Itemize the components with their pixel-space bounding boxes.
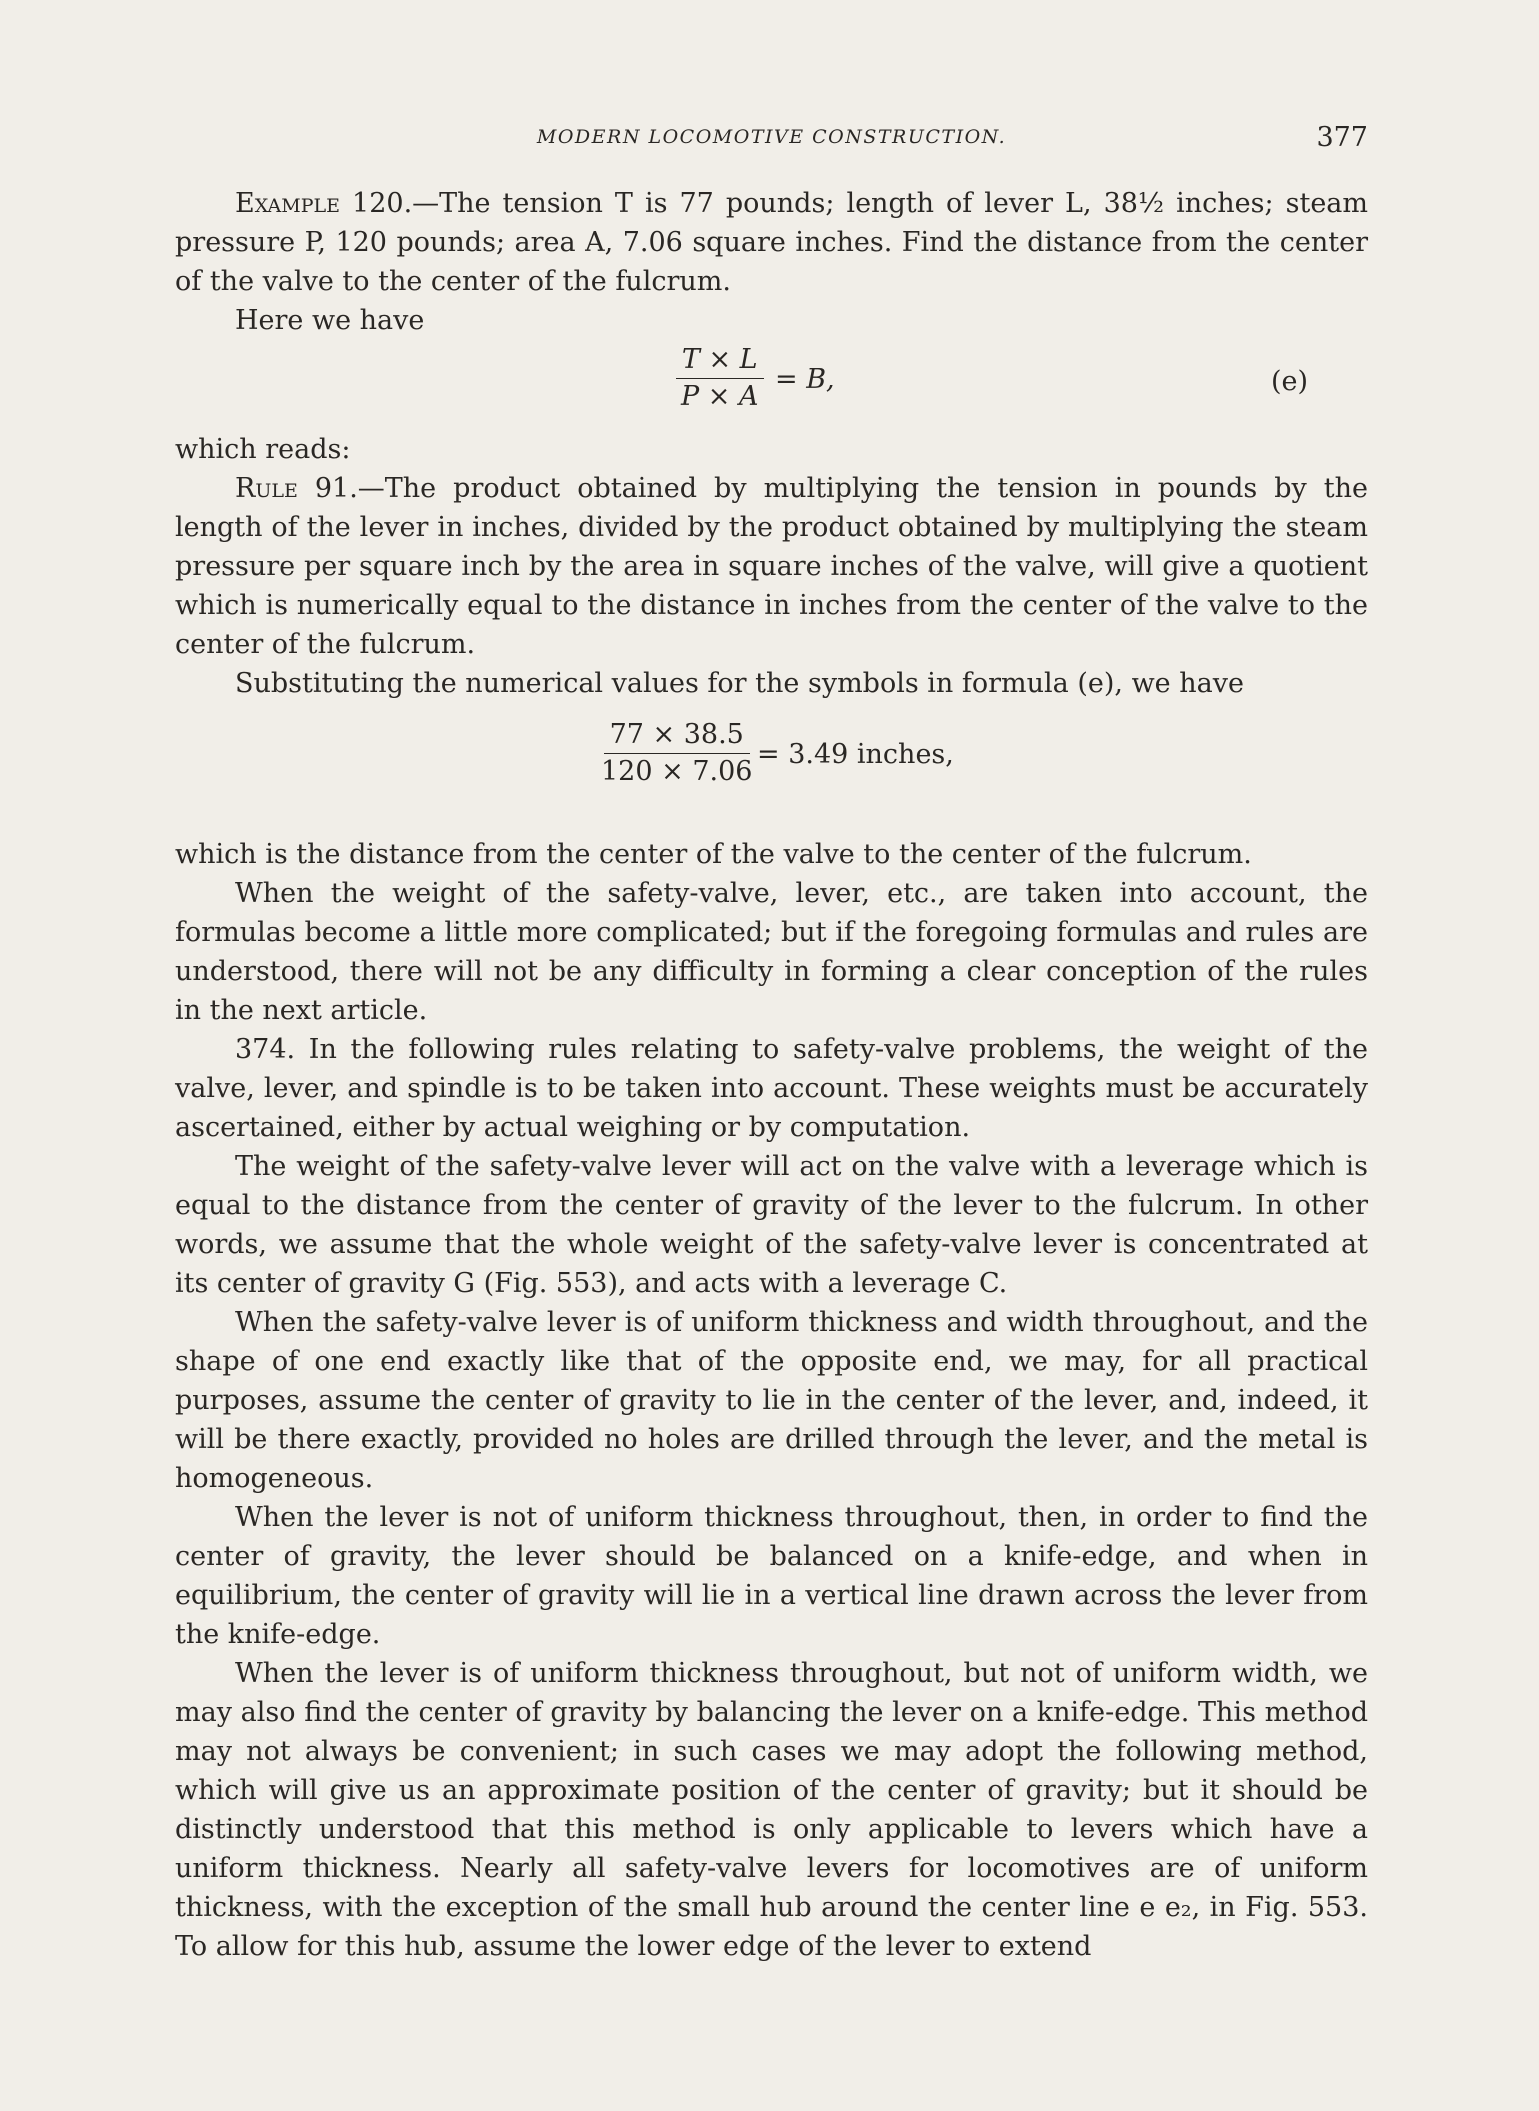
formula-numeric-rhs: = 3.49 inches, bbox=[757, 739, 954, 770]
formula-numeric-denominator: 120 × 7.06 bbox=[601, 756, 753, 787]
example-label: Example bbox=[235, 188, 341, 219]
example-120-paragraph bbox=[175, 184, 1368, 301]
formula-e-label: (e) bbox=[1270, 366, 1308, 397]
formula-numeric bbox=[175, 717, 1368, 817]
paragraph: When the safety-valve lever is of uniform thickness and width throughout, and the shape of one end exactly like that of the opposite end, we may, for all practical purposes, assume the center of gravity to lie in the center of the lever, and, indeed, it will be there exactly, provided no holes are drilled through the lever, and the metal is homogeneous. bbox=[175, 1307, 1368, 1494]
page-number: 377 bbox=[1316, 122, 1368, 153]
formula-e-numerator: T × L bbox=[676, 342, 764, 379]
formula-e-fraction bbox=[675, 342, 764, 415]
example-text: 120.—The tension T is 77 pounds; length of lever L, 38½ inches; steam pressure P, 120 pounds; area A, 7.06 square inches. Find the distance from the center of the valve to the center of the fulcrum. bbox=[175, 188, 1368, 297]
rule-text: 91.—The product obtained by multiplying the tension in pounds by the length of the lever in inches, divided by the product obtained by multiplying the steam pressure per square inch by the area in square inches of the valve, will give a quotient which is numerically equal to the distance in inches from the center of the valve to the center of the fulcrum. bbox=[175, 473, 1368, 660]
substituting-line: Substituting the numerical values for the symbols in formula (e), we have bbox=[235, 668, 1244, 699]
paragraph: 374. In the following rules relating to safety-valve problems, the weight of the valve, lever, and spindle is to be taken into account. These weights must be accurately ascertained, either by actual weighing or by computation. bbox=[175, 1034, 1368, 1143]
formula-e-rhs: = B, bbox=[775, 364, 835, 395]
paragraph: When the lever is not of uniform thickness throughout, then, in order to find the center of gravity, the lever should be balanced on a knife-edge, and when in equilibrium, the center of gravity will lie in a vertical line drawn across the lever from the knife-edge. bbox=[175, 1502, 1368, 1650]
page-body bbox=[175, 184, 1368, 1966]
paragraph: which is the distance from the center of the valve to the center of the fulcrum. bbox=[175, 839, 1252, 870]
formula-e bbox=[175, 342, 1368, 426]
which-reads-line: which reads: bbox=[175, 434, 351, 465]
paragraph: The weight of the safety-valve lever will act on the valve with a leverage which is equal to the distance from the center of gravity of the lever to the fulcrum. In other words, we assume that the whole weight of the safety-valve lever is concentrated at its center of gravity G (Fig. 553), and acts with a leverage C. bbox=[175, 1151, 1368, 1299]
page-header bbox=[175, 122, 1368, 162]
paragraph: When the lever is of uniform thickness throughout, but not of uniform width, we may also find the center of gravity by balancing the lever on a knife-edge. This method may not always be convenient; in such cases we may adopt the following method, which will give us an approximate position of the center of gravity; but it should be distinctly understood that this method is only applicable to levers which have a uniform thickness. Nearly all safety-valve levers for locomotives are of uniform thickness, with the exception of the small hub around the center line e e₂, in Fig. 553. To allow for this hub, assume the lower edge of the lever to extend bbox=[175, 1658, 1368, 1962]
paragraph: When the weight of the safety-valve, lever, etc., are taken into account, the formulas become a little more complicated; but if the foregoing formulas and rules are understood, there will not be any difficulty in forming a clear conception of the rules in the next article. bbox=[175, 878, 1368, 1026]
formula-e-denominator: P × A bbox=[681, 381, 759, 412]
formula-numeric-numerator: 77 × 38.5 bbox=[604, 717, 750, 754]
rule-label: Rule bbox=[235, 473, 298, 504]
rule-91-paragraph bbox=[175, 469, 1368, 664]
running-title: MODERN LOCOMOTIVE CONSTRUCTION. bbox=[536, 126, 1007, 148]
here-we-have-line: Here we have bbox=[235, 305, 425, 336]
formula-numeric-fraction bbox=[595, 717, 758, 790]
